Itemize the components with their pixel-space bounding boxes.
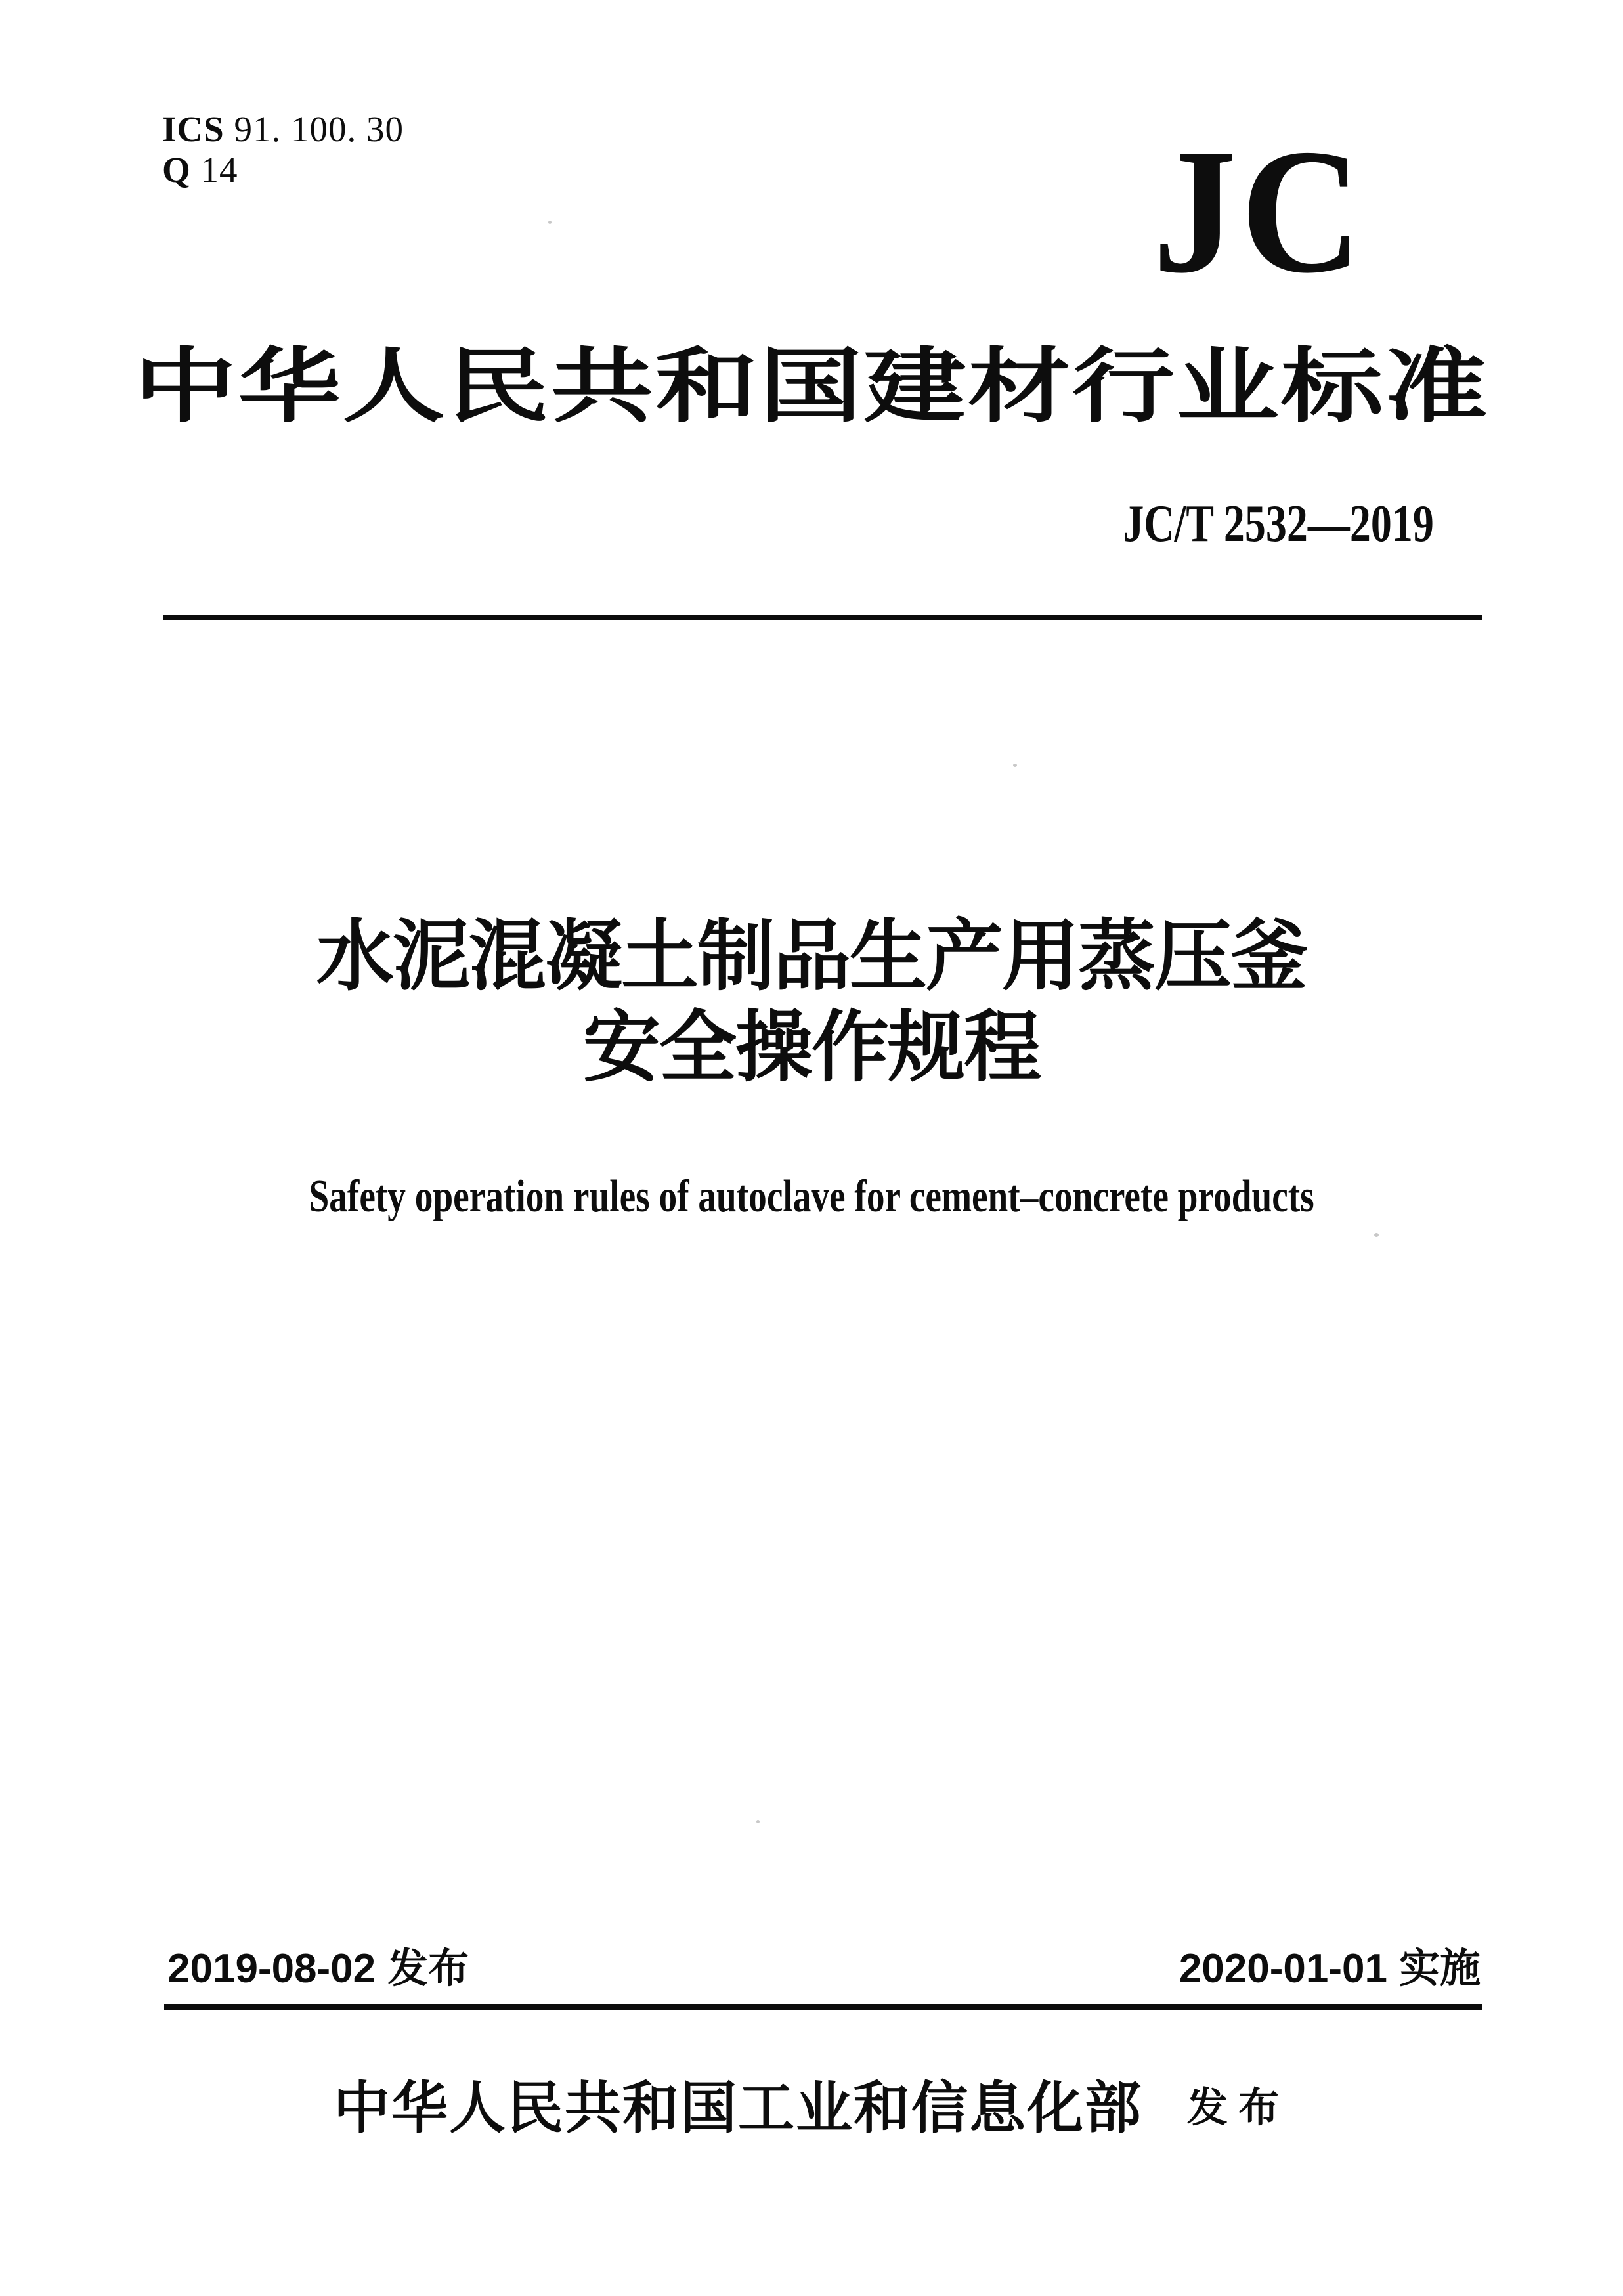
jc-logo: JC	[1153, 112, 1366, 310]
publisher-name: 中华人民共和国工业和信息化部	[333, 2077, 1142, 2140]
implementation-date: 2020-01-01	[1179, 1946, 1387, 1991]
standard-number-text: JC/T 2532—2019	[1123, 495, 1434, 553]
header-rule	[163, 615, 1482, 620]
dates-row	[167, 1946, 1481, 1991]
ics-code: 91. 100. 30	[234, 109, 404, 149]
standard-type-title	[0, 342, 1623, 432]
scan-speck	[1374, 1233, 1379, 1237]
issue-label: 发布	[387, 1946, 469, 1991]
footer-rule	[164, 2004, 1482, 2010]
ics-prefix: ICS	[162, 109, 225, 149]
document-title-line2: 安全操作规程	[582, 1005, 1040, 1091]
document-title-english-text: Safety operation rules of autoclave for cement–concrete products	[309, 1171, 1314, 1222]
standard-type-text: 中华人民共和国建材行业标准	[134, 342, 1489, 432]
publisher-row	[0, 2077, 1623, 2140]
implementation-label: 实施	[1398, 1946, 1481, 1991]
scan-speck	[548, 221, 552, 224]
class-prefix: Q	[162, 150, 191, 190]
scan-speck	[1013, 764, 1017, 767]
ics-classification-block	[162, 109, 404, 190]
ics-line	[162, 109, 404, 150]
publisher-issue-label: 发布	[1186, 2086, 1289, 2131]
document-title-english	[0, 1171, 1623, 1222]
issue-date: 2019-08-02	[167, 1946, 376, 1991]
class-line	[162, 150, 404, 190]
issue-date-group	[167, 1946, 469, 1991]
implementation-date-group	[1179, 1946, 1481, 1991]
standard-number	[1045, 495, 1434, 553]
class-code: 14	[200, 150, 238, 190]
scan-speck	[756, 1820, 760, 1823]
document-title-line1: 水泥混凝土制品生产用蒸压釜	[316, 913, 1307, 1000]
